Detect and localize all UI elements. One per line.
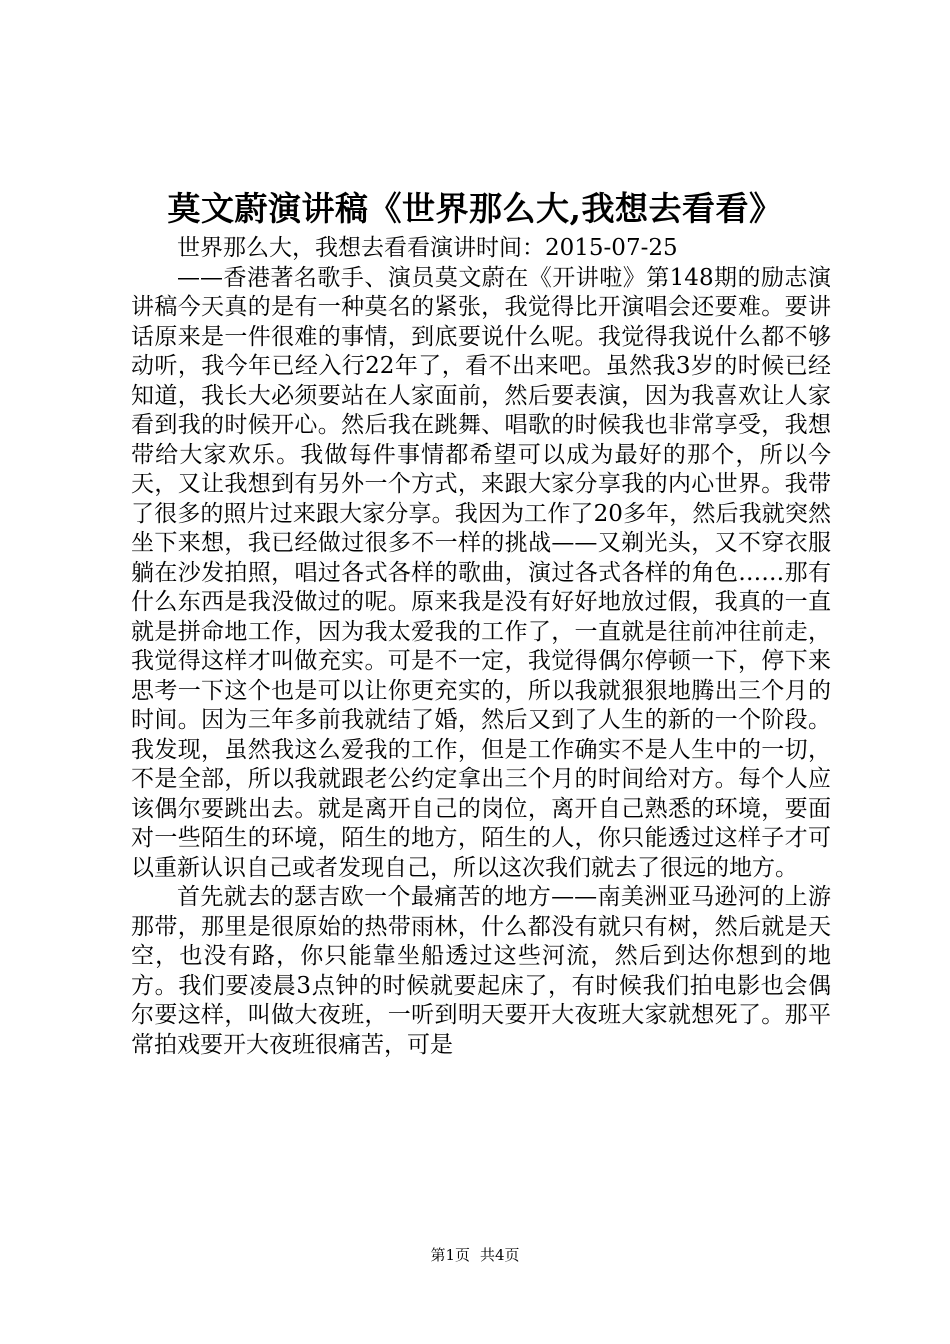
paragraph-speech-part-2: 首先就去的瑟吉欧一个最痛苦的地方——南美洲亚马逊河的上游那带，那里是很原始的热带雨林，什么都没有就只有树，然后就是天空，也没有路，你只能靠坐船透过这些河流，然后到达你想到的地方。我们要凌晨3点钟的时候就要起床了，有时候我们拍电影也会偶尔要这样，叫做大夜班，一听到明天要开大夜班大家就想死了。那平常拍戏要开大夜班很痛苦，可是 [131, 884, 831, 1058]
document-title: 莫文蔚演讲稿《世界那么大,我想去看看》 [167, 189, 783, 228]
page-footer [0, 1245, 950, 1265]
paragraph-intro: 世界那么大，我想去看看演讲时间：2015-07-25 [177, 235, 678, 261]
paragraph-speech-part-1: ——香港著名歌手、演员莫文蔚在《开讲啦》第148期的励志演讲稿今天真的是有一种莫名的紧张，我觉得比开演唱会还要难。要讲话原来是一件很难的事情，到底要说什么呢。我觉得我说什么都不够动听，我今年已经入行22年了，看不出来吧。虽然我3岁的时候已经知道，我长大必须要站在人家面前，然后要表演，因为我喜欢让人家看到我的时候开心。然后我在跳舞、唱歌的时候我也非常享受，我想带给大家欢乐。我做每件事情都希望可以成为最好的那个，所以今天，又让我想到有另外一个方式，来跟大家分享我的内心世界。我带了很多的照片过来跟大家分享。我因为工作了20多年，然后我就突然坐下来想，我已经做过很多不一样的挑战——又剃光头，又不穿衣服躺在沙发拍照，唱过各式各样的歌曲，演过各式各样的角色……那有什么东西是我没做过的呢。原来我是没有好好地放过假，我真的一直就是拼命地工作，因为我太爱我的工作了，一直就是往前冲往前走，我觉得这样才叫做充实。可是不一定，我觉得偶尔停顿一下，停下来思考一下这个也是可以让你更充实的，所以我就狠狠地腾出三个月的时间。因为三年多前我就结了婚，然后又到了人生的新的一个阶段。我发现，虽然我这么爱我的工作，但是工作确实不是人生中的一切，不是全部，所以我就跟老公约定拿出三个月的时间给对方。每个人应该偶尔要跳出去。就是离开自己的岗位，离开自己熟悉的环境，要面对一些陌生的环境，陌生的地方，陌生的人，你只能透过这样子才可以重新认识自己或者发现自己，所以这次我们就去了很远的地方。 [131, 264, 831, 881]
page-total: 共4页 [480, 1246, 520, 1264]
page-number: 第1页 [430, 1246, 470, 1264]
document-body [131, 234, 831, 1060]
